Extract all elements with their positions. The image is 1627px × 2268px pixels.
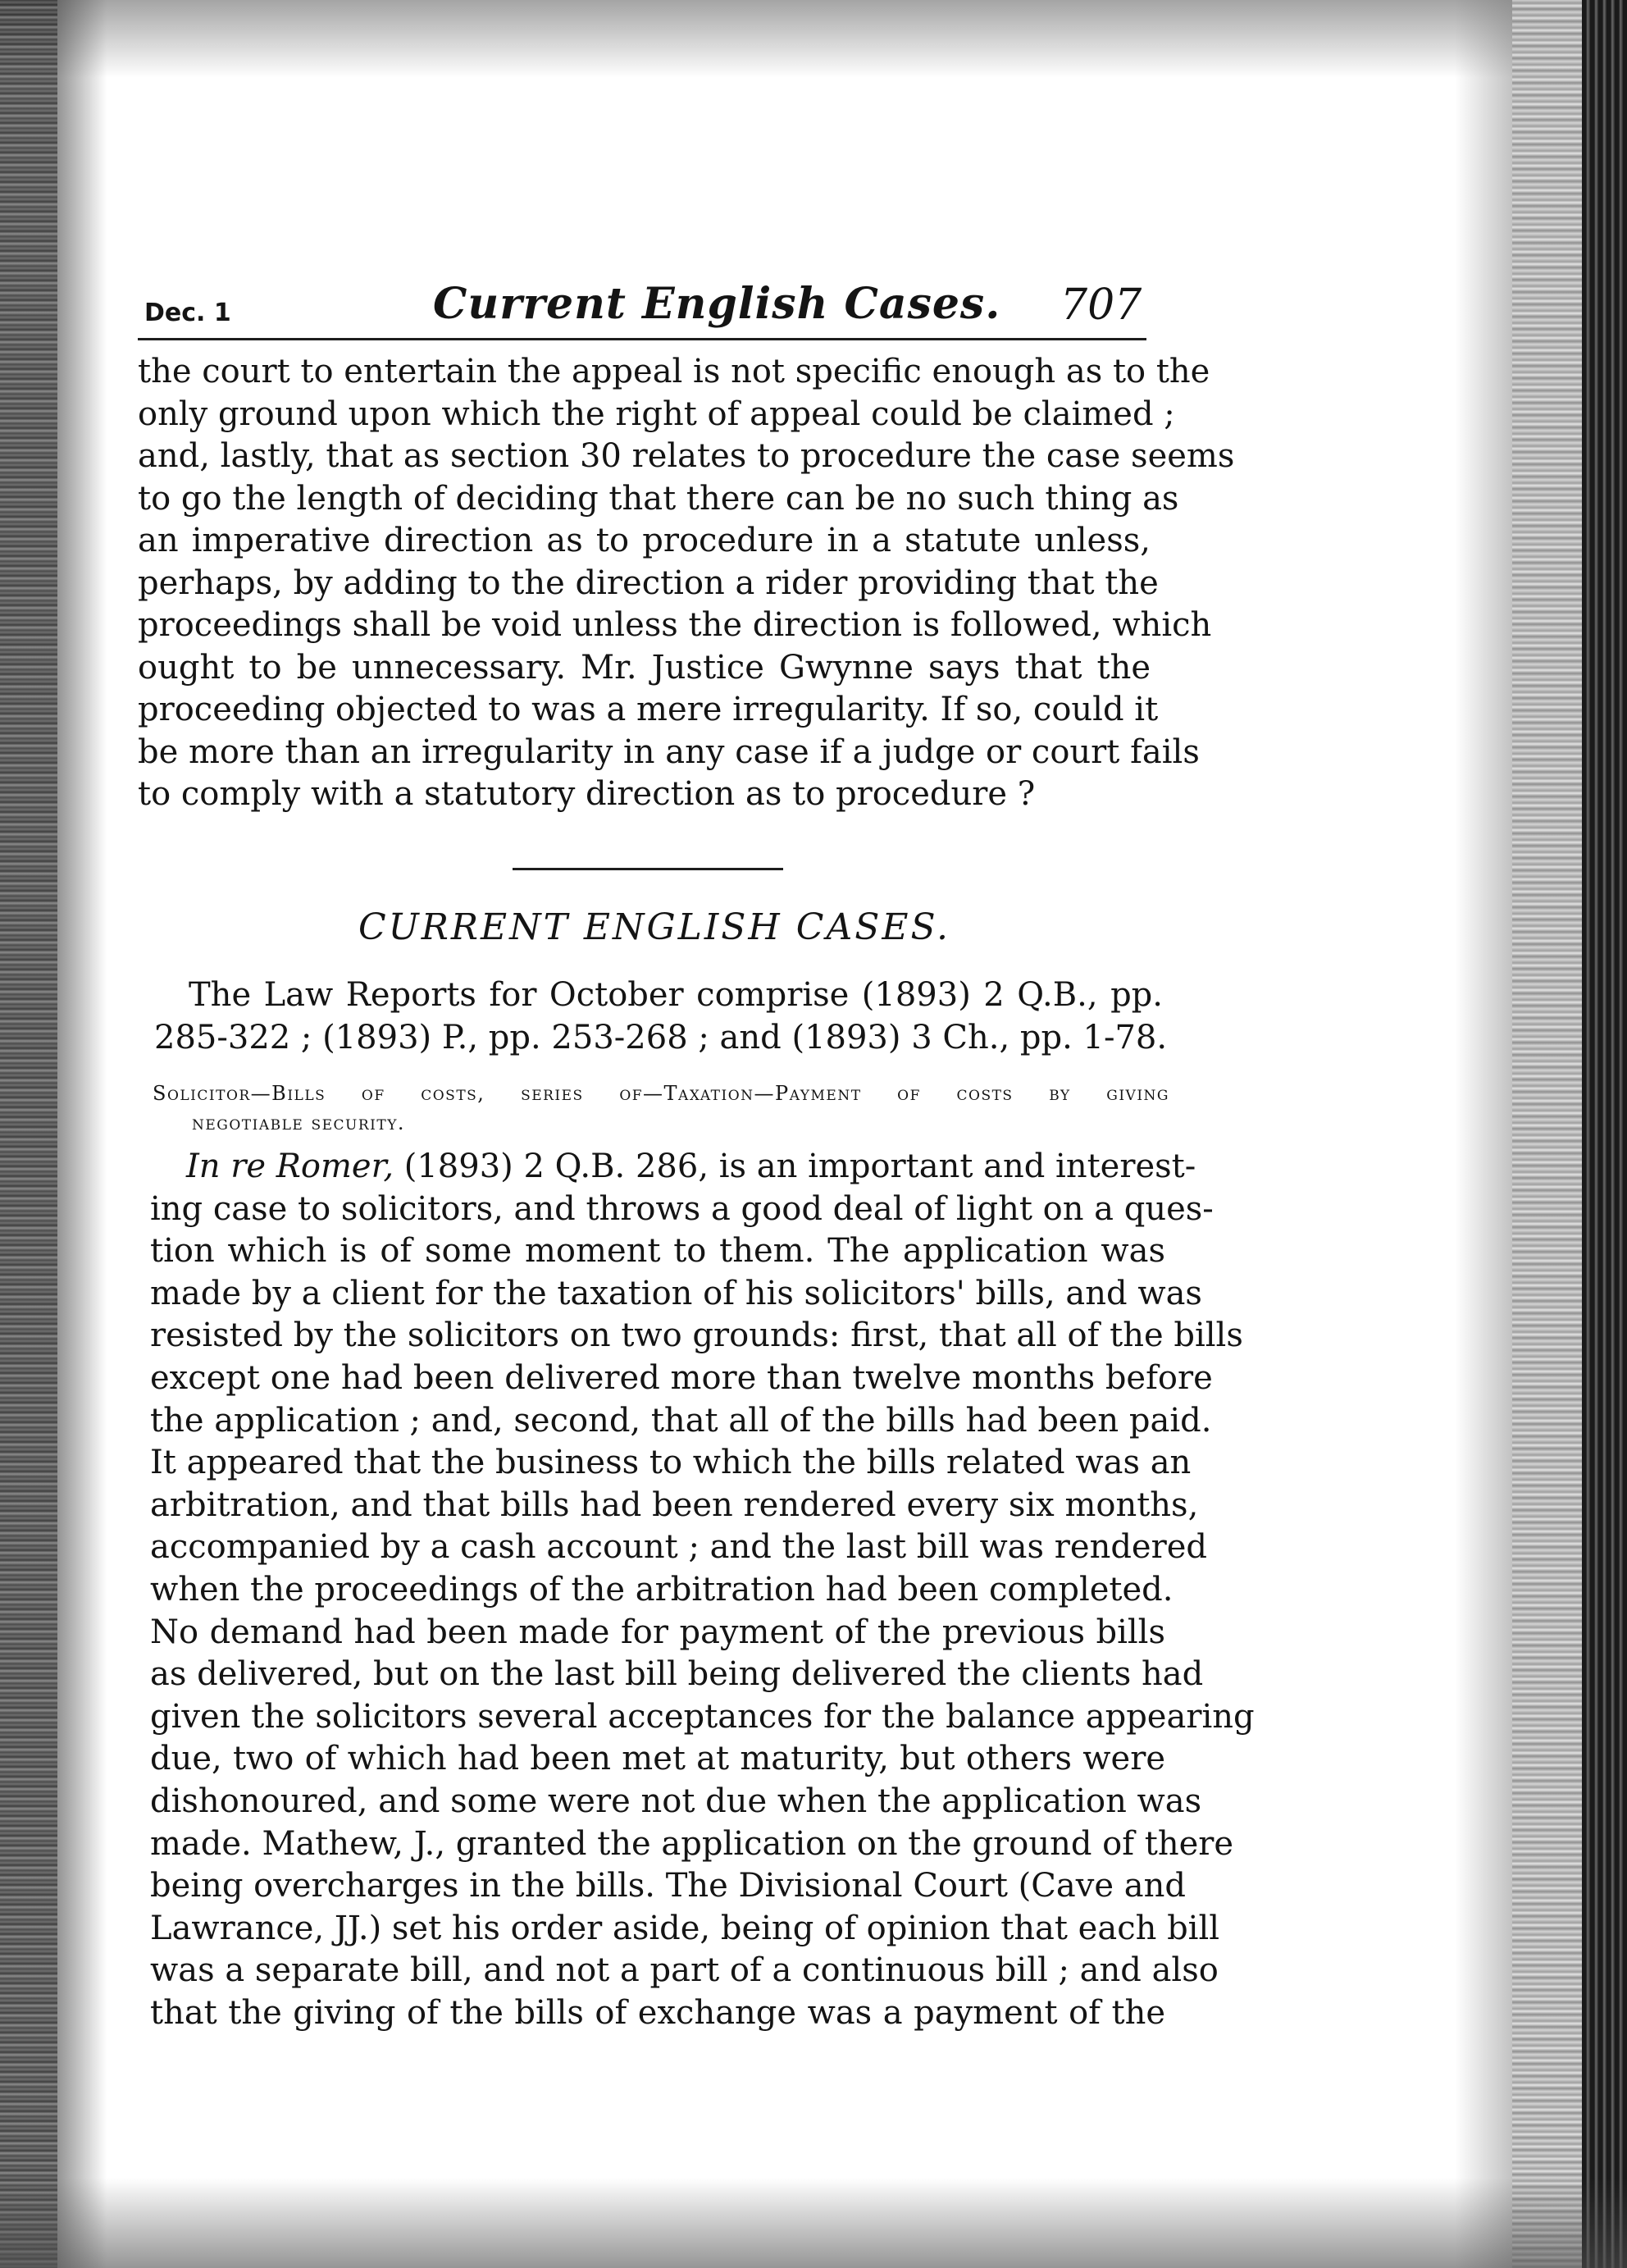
- text-line: made. Mathew, J., granted the application on the ground of there: [150, 1824, 1234, 1863]
- case-headnote: [153, 1079, 1169, 1138]
- header-date: Dec. 1: [144, 299, 231, 327]
- scan-shadow-top: [0, 0, 1627, 78]
- text-line: be more than an irregularity in any case if a judge or court fails: [138, 732, 1200, 771]
- text-line: resisted by the solicitors on two grounds: first, that all of the bills: [150, 1317, 1243, 1355]
- text-line: 285-322 ; (1893) P., pp. 253-268 ; and (1893) 3 Ch., pp. 1-78.: [154, 1018, 1168, 1056]
- text-line: perhaps, by adding to the direction a rider providing that the: [138, 564, 1159, 602]
- text-line: tion which is of some moment to them. The application was: [150, 1232, 1165, 1271]
- text-line: being overcharges in the bills. The Divisional Court (Cave and: [150, 1867, 1186, 1905]
- scan-binding-edge-right: [1582, 0, 1627, 2268]
- text-line: [150, 1146, 1196, 1189]
- text-line: given the solicitors several acceptances for the balance appearing: [150, 1697, 1255, 1736]
- headnote-line: Solicitor—Bills of costs, series of—Taxation—Payment of costs by giving: [153, 1082, 1169, 1105]
- text-line: except one had been delivered more than twelve months before: [150, 1358, 1213, 1397]
- text-line: ing case to solicitors, and throws a good deal of light on a ques-: [150, 1189, 1214, 1228]
- text-line: the court to entertain the appeal is not specific enough as to the: [138, 353, 1210, 390]
- text-line: It appeared that the business to which the bills related was an: [150, 1444, 1192, 1482]
- text-line: No demand had been made for payment of the previous bills: [150, 1613, 1165, 1651]
- page-number: 707: [1060, 281, 1142, 330]
- case-citation: (1893) 2 Q.B. 286, is an important and interest-: [394, 1148, 1196, 1185]
- scan-shadow-right: [1455, 0, 1512, 2268]
- text-line: The Law Reports for October comprise (1893) 2 Q.B., pp.: [189, 976, 1163, 1014]
- text-line: when the proceedings of the arbitration had been completed.: [150, 1570, 1174, 1609]
- text-line: proceedings shall be void unless the direction is followed, which: [138, 606, 1212, 644]
- text-line: dishonoured, and some were not due when the application was: [150, 1782, 1202, 1820]
- text-line: as delivered, but on the last bill being delivered the clients had: [150, 1655, 1204, 1694]
- section-intro: [154, 974, 1168, 1059]
- running-header: [138, 277, 1146, 343]
- case-paragraph: [150, 1146, 1255, 2034]
- text-line: was a separate bill, and not a part of a continuous bill ; and also: [150, 1951, 1219, 1990]
- text-line: the application ; and, second, that all of the bills had been paid.: [150, 1401, 1212, 1440]
- text-line: made by a client for the taxation of his solicitors' bills, and was: [150, 1274, 1202, 1312]
- scan-shadow-left: [57, 0, 107, 2268]
- text-line: and, lastly, that as section 30 relates to procedure the case seems: [138, 437, 1235, 475]
- text-line: Lawrance, JJ.) set his order aside, being of opinion that each bill: [150, 1909, 1220, 1947]
- header-rule: [138, 338, 1146, 340]
- section-heading: CURRENT ENGLISH CASES.: [358, 906, 951, 948]
- section-separator: [513, 868, 783, 870]
- text-line: only ground upon which the right of appeal could be claimed ;: [138, 395, 1175, 433]
- header-title: Current English Cases.: [433, 279, 1001, 329]
- scan-binding-edge-left: [0, 0, 57, 2268]
- text-line: ought to be unnecessary. Mr. Justice Gwynne says that the: [138, 648, 1151, 687]
- text-line: that the giving of the bills of exchange was a payment of the: [150, 1993, 1165, 2032]
- case-name: In re Romer,: [186, 1148, 394, 1185]
- scan-shadow-bottom: [0, 2178, 1627, 2268]
- text-line: due, two of which had been met at maturity, but others were: [150, 1740, 1165, 1778]
- headnote-line: negotiable security.: [192, 1111, 406, 1134]
- text-line: an imperative direction as to procedure in a statute unless,: [138, 522, 1151, 559]
- text-line: proceeding objected to was a mere irregularity. If so, could it: [138, 691, 1159, 728]
- text-line: accompanied by a cash account ; and the last bill was rendered: [150, 1528, 1208, 1567]
- text-line: arbitration, and that bills had been rendered every six months,: [150, 1485, 1199, 1524]
- text-line: to go the length of deciding that there can be no such thing as: [138, 479, 1179, 518]
- continuation-paragraph: [138, 351, 1235, 816]
- text-line: to comply with a statutory direction as to procedure ?: [138, 775, 1036, 813]
